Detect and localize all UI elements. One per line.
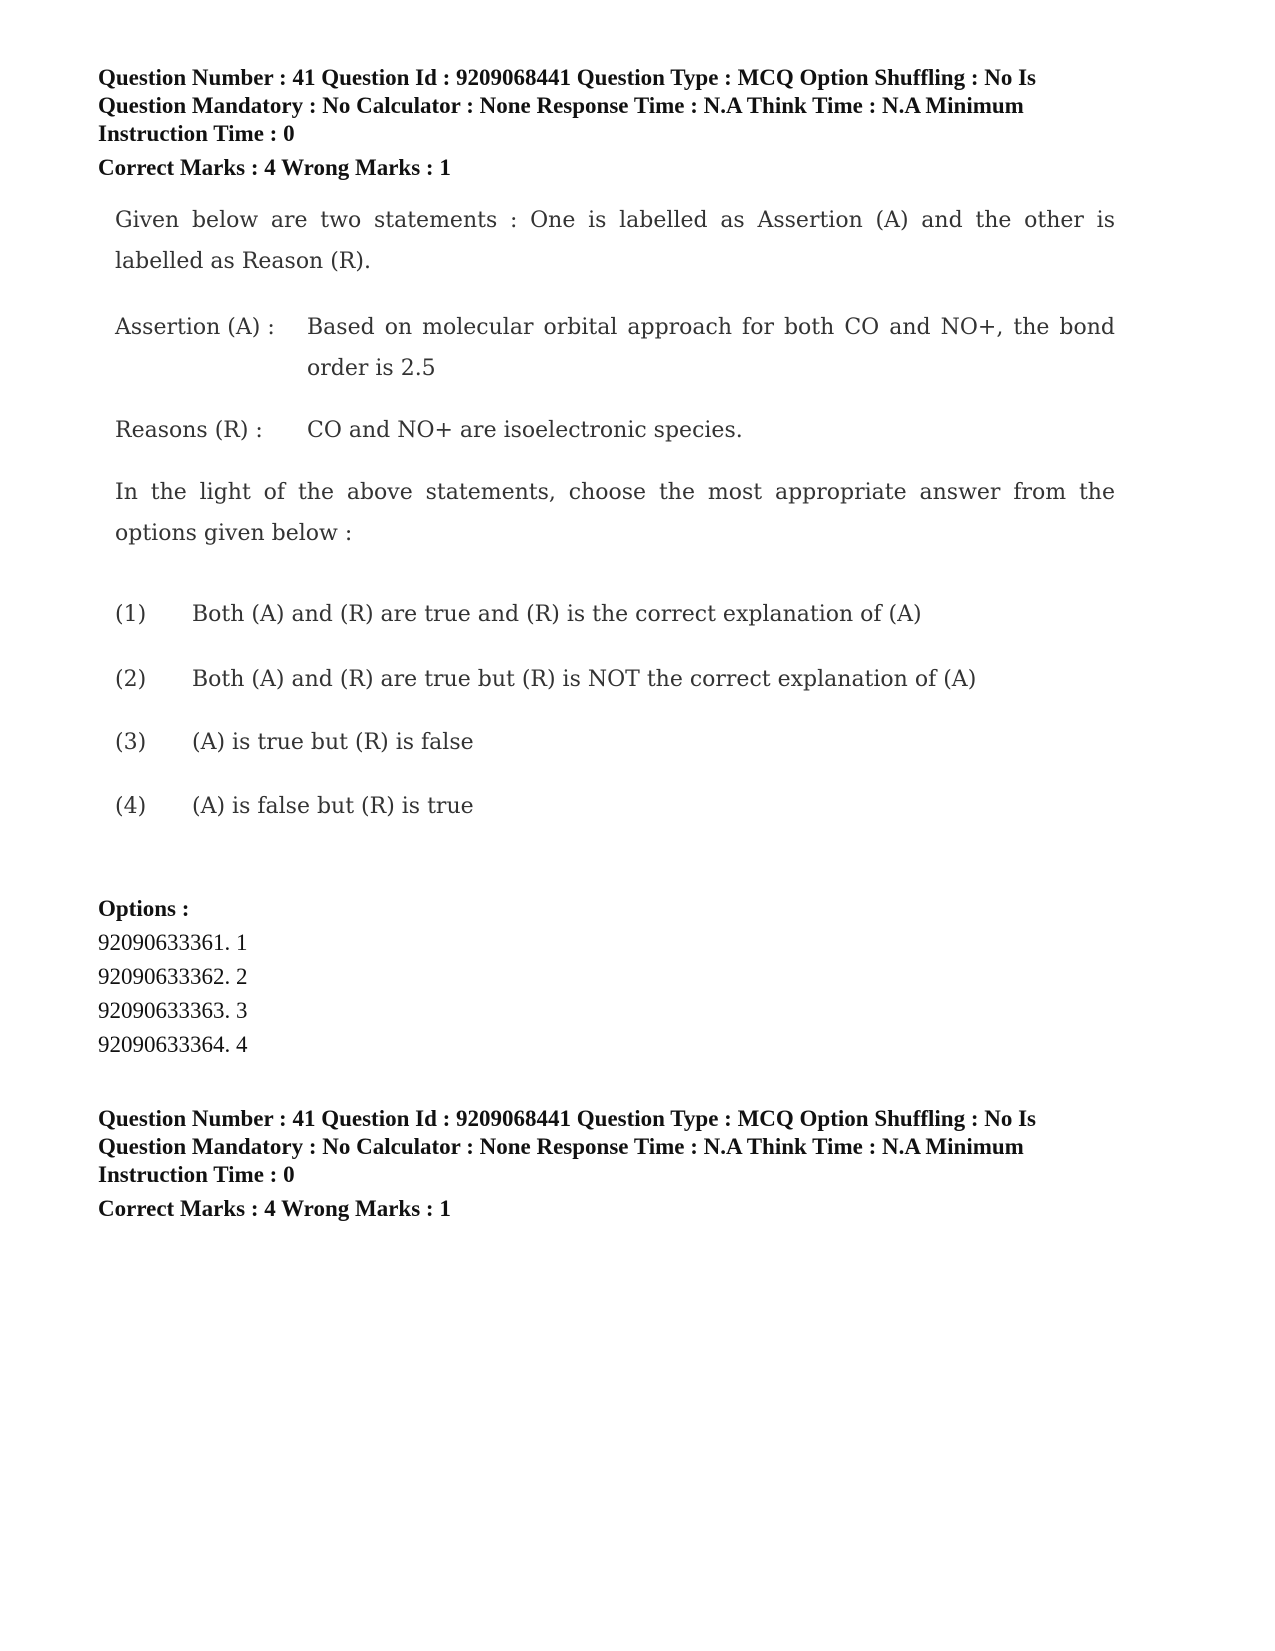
option-item: 92090633361. 1	[98, 930, 248, 955]
choice-text: (A) is false but (R) is true	[192, 794, 474, 819]
options-list	[98, 892, 248, 1062]
option-item: 92090633363. 3	[98, 998, 248, 1023]
choice-text: Both (A) and (R) are true but (R) is NOT the correct explanation of (A)	[192, 667, 977, 692]
question-instruction: In the light of the above statements, choose the most appropriate answer from the options given below :	[115, 480, 1115, 546]
choice-text: Both (A) and (R) are true and (R) is the correct explanation of (A)	[192, 602, 922, 627]
header-line: Question Mandatory : No Calculator : None Response Time : N.A Think Time : N.A Minimum	[98, 1134, 1024, 1159]
question-header	[98, 64, 1138, 182]
next-question-header	[98, 1105, 1138, 1223]
question-body	[98, 200, 1138, 860]
choice-number: (2)	[115, 667, 147, 692]
choice-number: (1)	[115, 602, 147, 627]
header-line: Instruction Time : 0	[98, 121, 295, 146]
header-line: Instruction Time : 0	[98, 1162, 295, 1187]
choice-number: (3)	[115, 730, 147, 755]
marks-line: Correct Marks : 4 Wrong Marks : 1	[98, 1196, 451, 1221]
choice-text: (A) is true but (R) is false	[192, 730, 474, 755]
header-line: Question Mandatory : No Calculator : None Response Time : N.A Think Time : N.A Minimum	[98, 93, 1024, 118]
assertion-label: Assertion (A) :	[115, 315, 275, 340]
option-item: 92090633362. 2	[98, 964, 248, 989]
marks-line: Correct Marks : 4 Wrong Marks : 1	[98, 155, 451, 180]
reason-text: CO and NO+ are isoelectronic species.	[307, 418, 743, 443]
option-item: 92090633364. 4	[98, 1032, 248, 1057]
assertion-text: Based on molecular orbital approach for both CO and NO+, the bond order is 2.5	[307, 315, 1115, 381]
options-title: Options :	[98, 896, 190, 921]
choice-number: (4)	[115, 794, 147, 819]
header-line: Question Number : 41 Question Id : 9209068441 Question Type : MCQ Option Shuffling : No Is	[98, 1106, 1037, 1131]
question-intro: Given below are two statements : One is labelled as Assertion (A) and the other is labelled as Reason (R).	[115, 208, 1115, 274]
reason-label: Reasons (R) :	[115, 418, 263, 443]
header-line: Question Number : 41 Question Id : 9209068441 Question Type : MCQ Option Shuffling : No Is	[98, 65, 1037, 90]
